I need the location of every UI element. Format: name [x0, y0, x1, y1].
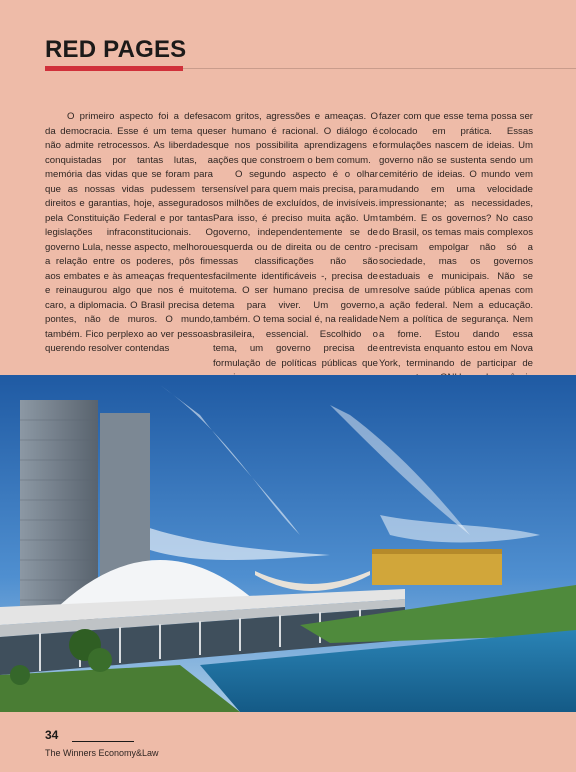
section-title: RED PAGES [45, 36, 187, 63]
paragraph: fazer com que esse tema possa ser colocado em prática. Essas formulações nascem de ideias. Um governo não se sustenta sendo um cemitério de ideias. O mundo vem mudando em uma velocidade impressionante; as necessidades, também. E os governos? No caso do Brasil, os temas mais complexos precisam empolgar não só a sociedade, mas os governos estaduais e municipais. Não se resolve saúde pública apenas com a ação federal. Nem a educação. Nem a política de segurança. Nem a fome. Estou dando essa entrevista enquanto estou em Nova York, terminando de participar de [379, 111, 533, 369]
photo-illustration [0, 375, 576, 712]
title-divider [183, 68, 576, 69]
magazine-name: The Winners Economy&Law [45, 748, 159, 758]
article-column-2 [213, 110, 378, 386]
article-column-1 [45, 110, 213, 357]
page-number: 34 [45, 728, 59, 742]
paragraph: com gritos, agressões e ameaças. O ser humano é racional. O diálogo é que nos possibilita aprendizagens e ações que constroem o bem comum. [213, 111, 378, 166]
congress-photo [0, 375, 576, 712]
footer-divider [72, 741, 134, 742]
article-column-3 [379, 110, 533, 400]
paragraph: O segundo aspecto é o olhar sensível para quem mais precisa, para os milhões de excluídos, de invisíveis. Para isso, é preciso muita ação. Um governo, independentemente se de esquerda ou de direita ou de centro - essas classificações não são facilmente identificáveis -, precisa de tema. O ser humano precisa de um tema para viver. Um governo, também. O tema social é, na realidade brasileira, essencial. Escolhido o tema, um governo precisa de formulação de políticas públicas que [213, 169, 378, 369]
title-accent-bar [45, 66, 183, 71]
paragraph: O primeiro aspecto foi a defesa da democracia. Esse é um tema que não admite retrocessos. As liberdades conquistadas por tantas lutas, a memória das vidas que se foram para que as nossas vidas pudessem ter direitos e garantias, hoje, assegurados pela Constituição Federal e por tantas legislações infraconstitucionais. O governo Lula, nesse aspecto, melhorou a relação entre os poderes, pôs fim aos embates e às ameaças frequentes e reinaugurou algo que nos é muito caro, a diplomacia. O Brasil precisa de pontes, não de muros. O mundo, também. Fico perplexo ao ver pessoas querendo resolver contendas [45, 111, 213, 354]
